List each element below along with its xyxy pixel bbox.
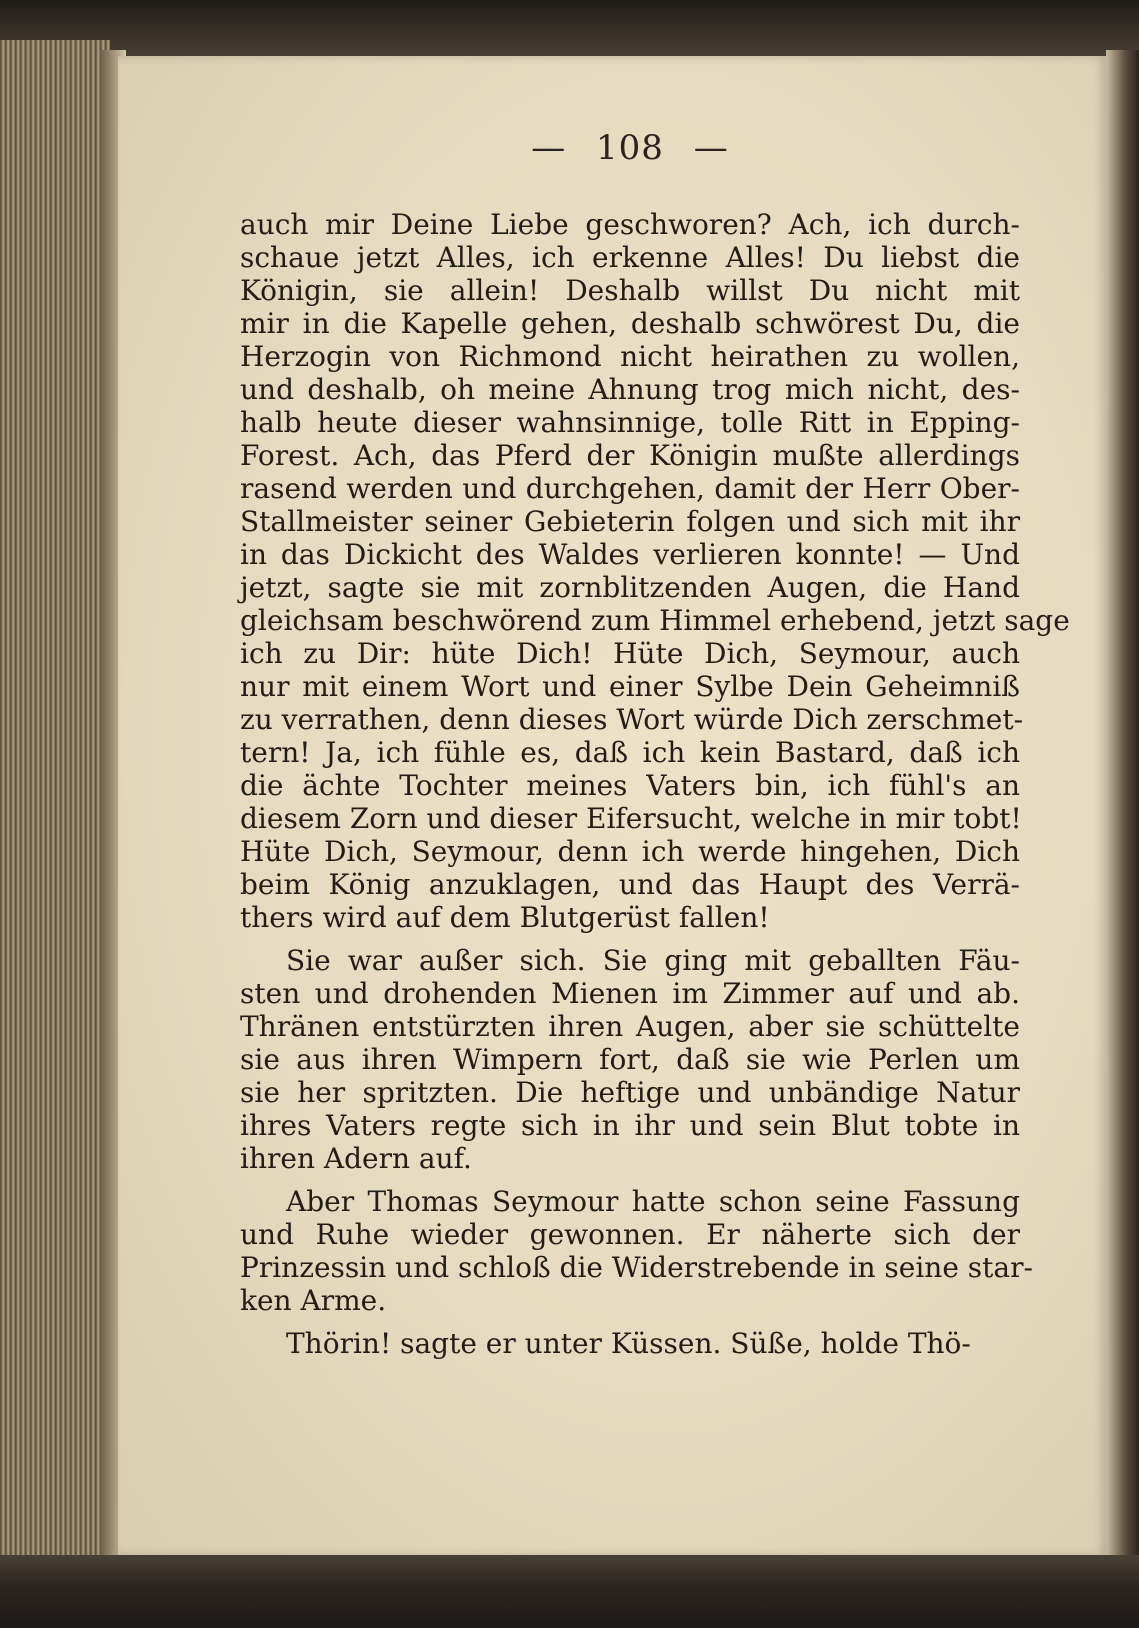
paragraph-gap	[240, 934, 1020, 944]
page-number-dash-right: —	[693, 128, 729, 168]
text-line: Königin, sie allein! Deshalb willst Du nicht mit	[240, 274, 1020, 307]
text-line: die ächte Tochter meines Vaters bin, ich fühl's an	[240, 769, 1020, 802]
text-line: und Ruhe wieder gewonnen. Er näherte sich der	[240, 1218, 1020, 1251]
text-line: ihren Adern auf.	[240, 1142, 472, 1175]
text-line: halb heute dieser wahnsinnige, tolle Ritt in Epping-	[240, 406, 1020, 439]
text-line: sie her spritzten. Die heftige und unbändige Natur	[240, 1076, 1020, 1109]
text-line: thers wird auf dem Blutgerüst fallen!	[240, 901, 770, 934]
text-line: Stallmeister seiner Gebieterin folgen und sich mit ihr	[240, 505, 1020, 538]
text-line: ken Arme.	[240, 1284, 387, 1317]
text-line: und deshalb, oh meine Ahnung trog mich nicht, des-	[240, 373, 1020, 406]
page-number-header	[490, 128, 770, 168]
page-number: 108	[596, 128, 664, 168]
text-line: Aber Thomas Seymour hatte schon seine Fassung	[286, 1185, 1020, 1218]
book-right-edge	[1106, 50, 1139, 1560]
paragraph	[240, 1185, 1033, 1317]
text-line: ihres Vaters regte sich in ihr und sein Blut tobte in	[240, 1109, 1020, 1142]
text-line: Sie war außer sich. Sie ging mit geballten Fäu-	[286, 944, 1020, 977]
text-line: Hüte Dich, Seymour, denn ich werde hingehen, Dich	[240, 835, 1020, 868]
text-line: Herzogin von Richmond nicht heirathen zu wollen,	[240, 340, 1020, 373]
paragraph	[240, 944, 1020, 1175]
text-line: sten und drohenden Mienen im Zimmer auf und ab.	[240, 977, 1020, 1010]
book-bottom-edge	[0, 1555, 1139, 1628]
text-line: jetzt, sagte sie mit zornblitzenden Augen, die Hand	[240, 571, 1020, 604]
text-line: Forest. Ach, das Pferd der Königin mußte allerdings	[240, 439, 1020, 472]
text-line: schaue jetzt Alles, ich erkenne Alles! Du liebst die	[240, 241, 1020, 274]
paragraph	[240, 208, 1070, 934]
text-line: in das Dickicht des Waldes verlieren konnte! — Und	[240, 538, 1020, 571]
book-top-edge	[0, 0, 1139, 60]
text-line: auch mir Deine Liebe geschworen? Ach, ich durch-	[240, 208, 1020, 241]
paragraph-gap	[240, 1175, 1020, 1185]
text-line: nur mit einem Wort und einer Sylbe Dein Geheimniß	[240, 670, 1020, 703]
text-line: rasend werden und durchgehen, damit der Herr Ober-	[240, 472, 1020, 505]
text-line: mir in die Kapelle gehen, deshalb schwörest Du, die	[240, 307, 1020, 340]
body-text	[240, 208, 1070, 1360]
text-line: ich zu Dir: hüte Dich! Hüte Dich, Seymour, auch	[240, 637, 1020, 670]
text-line: sie aus ihren Wimpern fort, daß sie wie Perlen um	[240, 1043, 1020, 1076]
text-line: Thränen entstürzten ihren Augen, aber sie schüttelte	[240, 1010, 1020, 1043]
page-stack-edge	[0, 40, 110, 1570]
text-line: tern! Ja, ich fühle es, daß ich kein Bastard, daß ich	[240, 736, 1020, 769]
text-line: zu verrathen, denn dieses Wort würde Dich zerschmet-	[240, 703, 1024, 736]
page-number-dash-left: —	[531, 128, 567, 168]
text-line: beim König anzuklagen, und das Haupt des Verrä-	[240, 868, 1020, 901]
paragraph-gap	[240, 1317, 1020, 1327]
paragraph	[240, 1327, 1020, 1360]
text-line: Thörin! sagte er unter Küssen. Süße, holde Thö-	[286, 1327, 971, 1360]
text-line: gleichsam beschwörend zum Himmel erhebend, jetzt sage	[240, 604, 1070, 637]
text-line: diesem Zorn und dieser Eifersucht, welche in mir tobt!	[240, 802, 1022, 835]
text-line: Prinzessin und schloß die Widerstrebende in seine star-	[240, 1251, 1033, 1284]
